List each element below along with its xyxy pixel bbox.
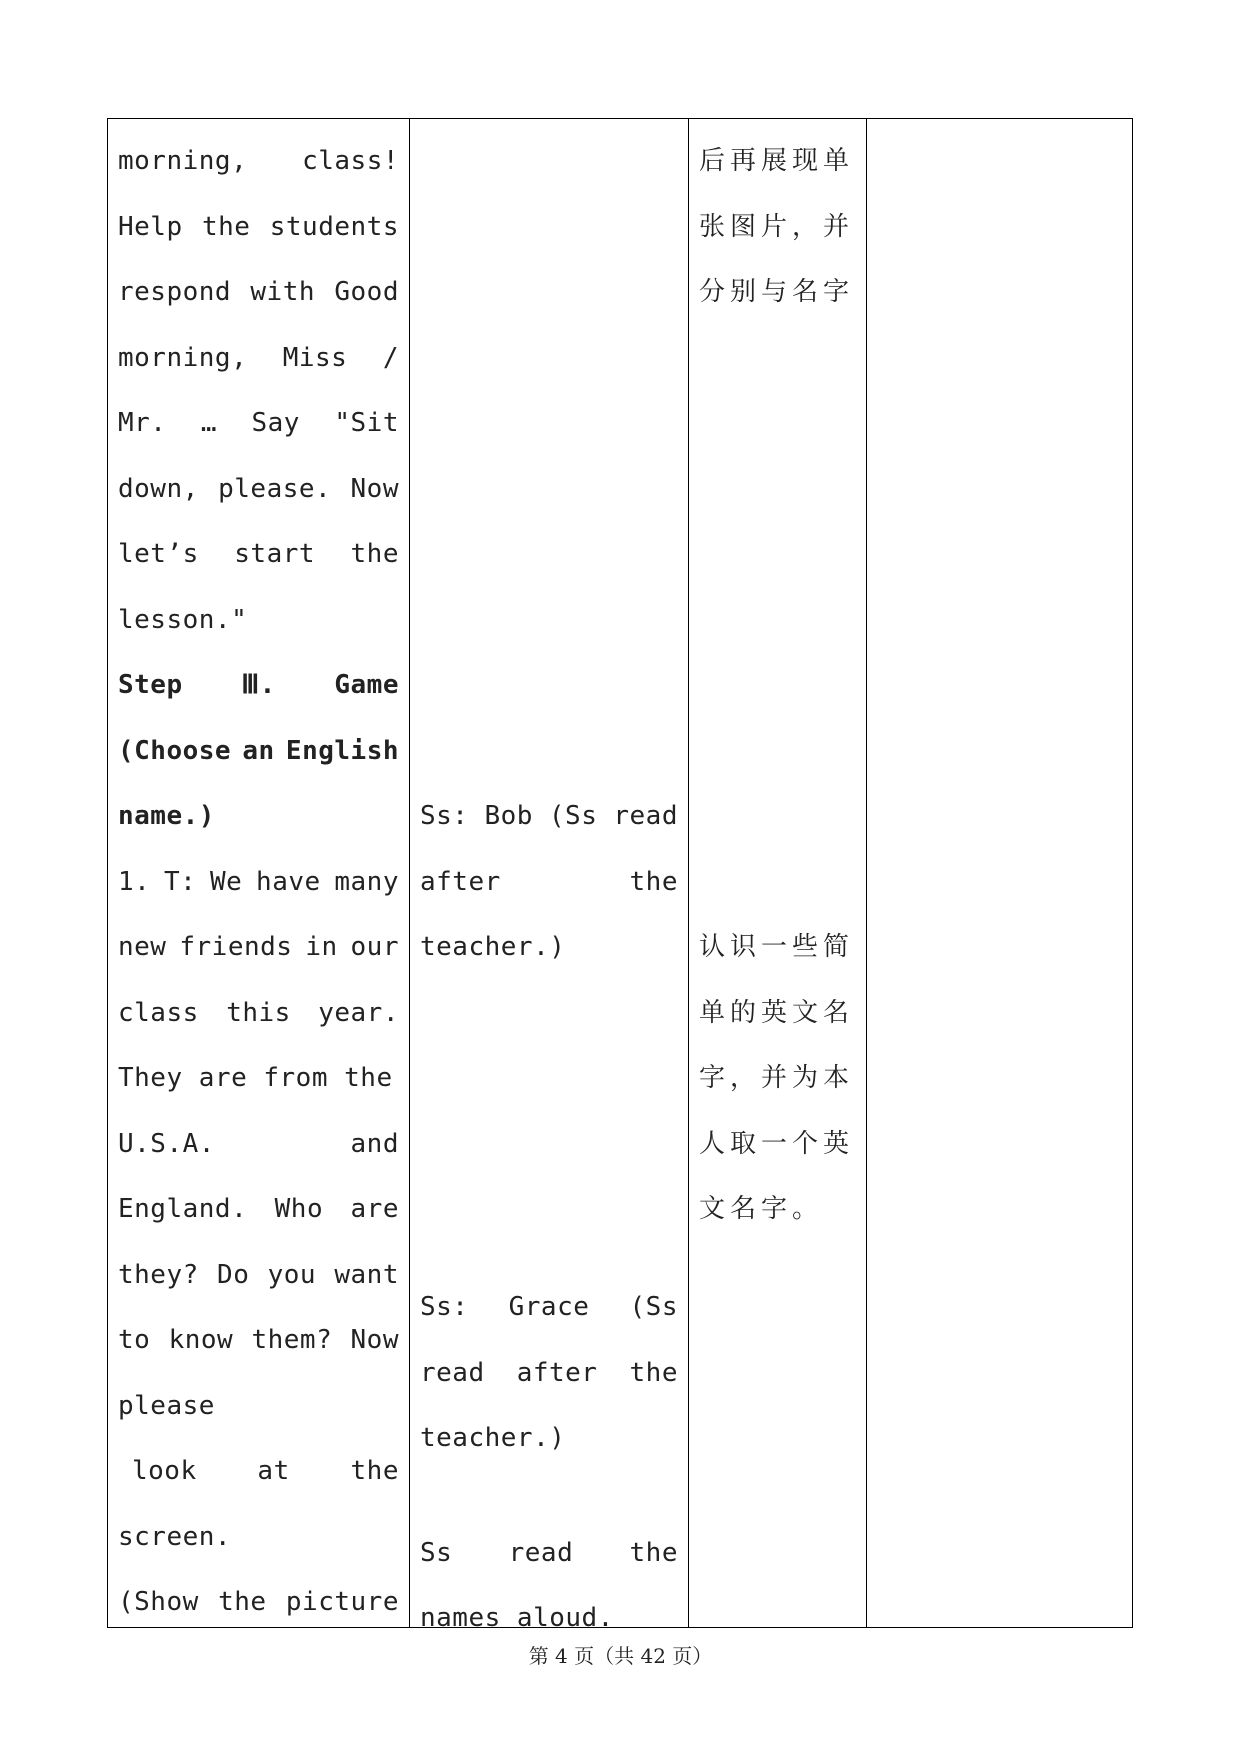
text-line xyxy=(118,391,399,457)
text-line xyxy=(420,1341,678,1407)
word: (Ss xyxy=(548,801,598,831)
word: the xyxy=(629,1537,678,1568)
text-block xyxy=(420,1275,678,1472)
word: English xyxy=(285,735,399,766)
text-block xyxy=(420,1521,678,1652)
word: to xyxy=(118,1325,151,1355)
word: after xyxy=(420,866,501,897)
word: 1. xyxy=(118,866,151,897)
word: name.) xyxy=(118,801,215,831)
text-line xyxy=(118,1243,399,1309)
word: Grace xyxy=(508,1292,590,1323)
word: Who xyxy=(274,1194,324,1224)
text-line xyxy=(118,719,399,785)
word: (Choose xyxy=(118,735,232,766)
word: want xyxy=(334,1259,399,1290)
text-line: 认识一些简 xyxy=(699,932,855,962)
word: Do xyxy=(217,1259,250,1290)
word: please. xyxy=(218,473,332,504)
word: the xyxy=(201,211,251,242)
word: at xyxy=(257,1456,290,1486)
word: Now xyxy=(350,1325,399,1355)
word: Now xyxy=(350,473,399,504)
word: know xyxy=(168,1325,234,1355)
word: you xyxy=(267,1259,317,1290)
student-activity-cell xyxy=(410,119,689,1634)
word: U.S.A. xyxy=(118,1128,215,1159)
word: teacher.) xyxy=(420,1423,566,1454)
word: England. xyxy=(118,1194,248,1224)
word: many xyxy=(334,866,399,897)
word: read xyxy=(508,1537,574,1568)
word: We xyxy=(210,866,243,897)
word: / xyxy=(382,342,399,373)
word: lesson." xyxy=(118,604,248,635)
text-line xyxy=(420,850,678,916)
word: Game xyxy=(334,670,399,700)
notes-cell xyxy=(867,119,1133,1628)
text-line xyxy=(118,1570,399,1636)
text-block xyxy=(699,129,856,326)
word: students xyxy=(269,211,399,242)
word: teacher.) xyxy=(420,932,566,962)
word: new xyxy=(118,932,167,962)
text-line: 人取一个英 xyxy=(699,1128,855,1159)
word: Good xyxy=(334,277,399,307)
text-line: 字，并为本 xyxy=(699,1063,855,1093)
word: the xyxy=(218,1587,267,1617)
text-block xyxy=(420,784,678,981)
text-line xyxy=(420,1406,678,1472)
text-line xyxy=(118,1505,399,1571)
text-line xyxy=(118,653,399,719)
teacher-activity-text xyxy=(118,129,399,1636)
word: are xyxy=(350,1194,399,1224)
text-line: 文名字。 xyxy=(699,1194,824,1224)
word: Ss xyxy=(420,1537,453,1568)
text-line xyxy=(118,915,399,981)
text-line xyxy=(118,1374,399,1440)
word: Ⅲ. xyxy=(241,670,276,700)
word: have xyxy=(256,866,321,897)
page-footer: 第 4 页（共 42 页） xyxy=(528,1644,713,1668)
word: Help xyxy=(118,211,183,242)
text-line xyxy=(118,588,399,654)
text-line xyxy=(420,784,678,850)
design-intent-cell xyxy=(689,119,867,1628)
text-line xyxy=(420,1275,678,1341)
text-line xyxy=(420,1521,678,1587)
word: … xyxy=(200,408,218,438)
word: morning, xyxy=(118,146,248,176)
text-line xyxy=(118,260,399,326)
word: morning, xyxy=(118,342,248,373)
teacher-activity-cell xyxy=(108,119,410,1628)
word: let’s xyxy=(118,539,199,569)
word: Mr. xyxy=(118,408,167,438)
text-line xyxy=(118,1112,399,1178)
text-line: 单的英文名 xyxy=(699,997,855,1028)
word: "Sit xyxy=(334,408,399,438)
text-line xyxy=(420,915,678,981)
word: down, xyxy=(118,473,199,504)
word: Step xyxy=(118,670,183,700)
text-line xyxy=(118,129,399,195)
text-line: 张图片，并 xyxy=(699,211,855,242)
word: an xyxy=(242,735,275,766)
word: screen. xyxy=(118,1521,232,1552)
text-line xyxy=(118,1046,399,1112)
word: start xyxy=(234,539,316,569)
word: this xyxy=(226,997,291,1028)
text-line: 后再展现单 xyxy=(699,146,855,176)
word: after xyxy=(516,1357,598,1388)
word: They are from the xyxy=(118,1063,393,1093)
word: them? xyxy=(251,1325,333,1355)
text-line xyxy=(118,326,399,392)
word: the xyxy=(629,866,678,897)
text-line xyxy=(118,784,399,850)
text-line xyxy=(118,850,399,916)
word: and xyxy=(350,1128,399,1159)
word: Miss xyxy=(282,342,348,373)
word: look xyxy=(132,1456,197,1486)
word: the xyxy=(350,1456,399,1486)
word: the xyxy=(350,539,399,569)
word: year. xyxy=(318,997,399,1028)
word: in xyxy=(305,932,338,962)
text-line xyxy=(118,195,399,261)
table-row xyxy=(108,119,1133,1628)
word: picture xyxy=(285,1587,399,1617)
word: Ss: xyxy=(420,1292,469,1323)
word: class! xyxy=(302,146,399,176)
text-line xyxy=(118,1439,399,1505)
word: please xyxy=(118,1390,215,1421)
word: Say xyxy=(251,408,300,438)
text-line xyxy=(118,522,399,588)
word: our xyxy=(350,932,399,962)
word: read xyxy=(420,1357,485,1388)
text-line: 分别与名字 xyxy=(699,277,855,307)
word: they? xyxy=(118,1259,199,1290)
word: friends xyxy=(179,932,293,962)
word: T: xyxy=(164,866,197,897)
word: names aloud. xyxy=(420,1603,614,1634)
word: class xyxy=(118,997,199,1028)
word: (Ss xyxy=(629,1292,678,1323)
text-line xyxy=(118,981,399,1047)
word: the xyxy=(629,1357,678,1388)
text-line xyxy=(118,457,399,523)
lesson-plan-table xyxy=(107,118,1133,1634)
word: Ss: xyxy=(420,801,469,831)
word: with xyxy=(250,277,316,307)
word: respond xyxy=(118,277,232,307)
text-block xyxy=(699,915,856,1243)
word: read xyxy=(613,801,678,831)
word: Bob xyxy=(484,801,533,831)
text-line xyxy=(118,1177,399,1243)
text-line xyxy=(118,1308,399,1374)
word: (Show xyxy=(118,1587,199,1617)
